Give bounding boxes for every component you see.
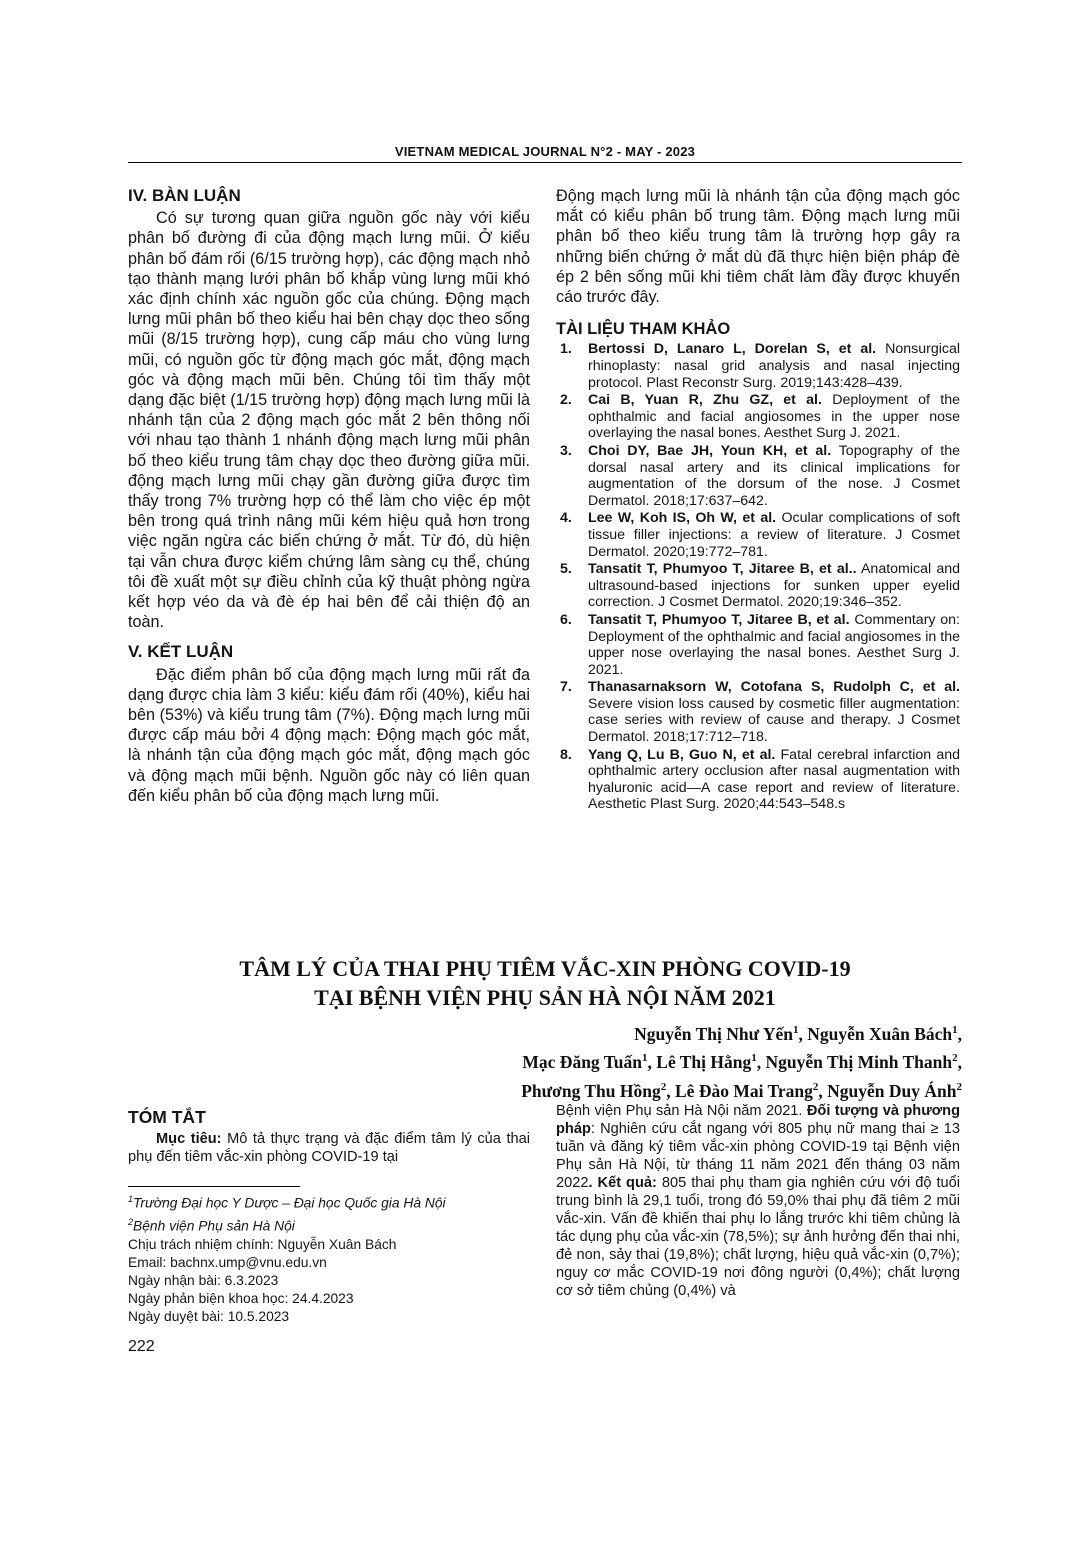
reference-authors: Thanasarnaksorn W, Cotofana S, Rudolph C, et al. bbox=[588, 679, 960, 696]
corresponding-author: Chịu trách nhiệm chính: Nguyễn Xuân Bách bbox=[128, 1236, 397, 1252]
author-affiliation-mark: 1 bbox=[792, 1024, 799, 1036]
abstract-results-text: 805 thai phụ tham gia nghiên cứu với độ tuổi trung bình là 29,1 tuổi, trong đó 59,0% thai phụ đã tiêm 2 mũi vắc-xin. Vấn đề khiến thai phụ lo lắng trước khi tiêm chủng là tác dụng phụ của vắc-xin (78,5%); sự ảnh hưởng đến thai nhi, đẻ non, sảy thai (19,8%); chất lượng, hiệu quả vắc-xin (0,7%); nguy cơ mắc COVID-19 nơi đông người (0,4%); chất lượng cơ sở tiêm chủng (0,4%) và bbox=[556, 1175, 960, 1299]
author-affiliation-mark: 2 bbox=[956, 1080, 962, 1093]
article-title bbox=[128, 954, 962, 1012]
author-separator: , bbox=[957, 1023, 962, 1044]
affiliation-mark: 1 bbox=[128, 1194, 134, 1204]
affiliation-text: Bệnh viện Phụ sản Hà Nội bbox=[133, 1218, 295, 1234]
right-column bbox=[556, 186, 960, 814]
abstract-left bbox=[128, 1108, 530, 1166]
references-heading: TÀI LIỆU THAM KHẢO bbox=[556, 320, 731, 339]
reference-authors: Cai B, Yuan R, Zhu GZ, et al. bbox=[588, 392, 822, 409]
reference-item bbox=[556, 561, 960, 611]
abstract-aim bbox=[128, 1130, 530, 1166]
author-line bbox=[128, 1075, 962, 1103]
reference-number: 4. bbox=[560, 510, 572, 527]
reference-text: Topography of the dorsal nasal artery and its clinical implications for augmentation of the dorsum of the nose. J Cosmet Dermatol. 2018;17:637–642. bbox=[588, 442, 960, 509]
reference-text: Deployment of the ophthalmic and facial angiosomes in the upper nose overlaying the nasal bones. Aesthet Surg J. 2021. bbox=[588, 392, 960, 442]
reference-item bbox=[556, 341, 960, 391]
affiliation-2 bbox=[128, 1213, 530, 1236]
affiliation-mark: 2 bbox=[128, 1216, 134, 1227]
author-affiliation-mark: 2 bbox=[812, 1080, 819, 1093]
reference-number: 2. bbox=[560, 392, 572, 409]
discussion-heading: IV. BÀN LUẬN bbox=[128, 186, 241, 205]
reference-number: 6. bbox=[560, 611, 572, 628]
author-affiliation-mark: 1 bbox=[751, 1052, 757, 1065]
author-name: Mạc Đăng Tuấn bbox=[522, 1052, 643, 1073]
conclusion-continued: Động mạch lưng mũi là nhánh tận của động mạch góc mắt có kiểu phân bố trung tâm. Động mạch lưng mũi phân bố theo kiểu trung tâm là trường hợp gây ra những biến chứng ở mắt dù đã thực hiện biện pháp đè ép 2 bên sống mũi khi tiêm chất làm đầy được khuyến cáo trước đây. bbox=[556, 187, 960, 307]
author-separator: , bbox=[798, 1023, 808, 1044]
reference-text: Ocular complications of soft tissue filler injections: a review of literature. J Cosmet Dermatol. 2020;19:772–781. bbox=[588, 510, 961, 560]
date-accepted: Ngày duyệt bài: 10.5.2023 bbox=[128, 1309, 290, 1325]
conclusion-text: Đặc điểm phân bố của động mạch lưng mũi rất đa dạng được chia làm 3 kiểu: kiểu đám rối (40%), kiểu hai bên (53%) và kiểu trung tâm (7%). Động mạch lưng mũi được cấp máu bởi 4 động mạch: Động mạch góc mắt, là nhánh tận của động mạch góc mắt, động mạch góc và động mạch mũi bệnh. Nguồn gốc này có liên quan đến kiểu phân bố của động mạch lưng mũi. bbox=[128, 665, 530, 805]
author-name: Lê Đào Mai Trang bbox=[675, 1080, 813, 1101]
abstract-methods-text: : Nghiên cứu cắt ngang với 805 phụ nữ mang thai ≥ 13 tuần và đăng ký tiêm vắc-xin phòng COVID-19 tại Bệnh viện Phụ sản Hà Nội, từ tháng 11 năm 2021 đến tháng 03 năm 2022 bbox=[556, 1121, 960, 1191]
footnote-rule bbox=[128, 1186, 300, 1187]
author-affiliation-mark: 2 bbox=[952, 1052, 958, 1065]
discussion-text: Có sự tương quan giữa nguồn gốc này với kiểu phân bố đường đi của động mạch lưng mũi. Ở kiểu phân bố đám rối (6/15 trường hợp), các động mạch nhỏ tạo thành mạng lưới phân bố khắp vùng lưng mũi khó xác định chính xác nguồn gốc của chúng. Động mạch lưng mũi phân bố theo kiểu hai bên chạy dọc theo sống mũi (8/15 trường hợp), cung cấp máu cho vùng lưng mũi, có nguồn gốc từ động mạch góc mắt, động mạch góc và động mạch mũi bên. Chúng tôi tìm thấy một dạng đặc biệt (1/15 trường hợp) động mạch lưng mũi là nhánh tận của 2 động mạch góc mắt 2 bên thông nối với nhau tạo thành 1 nhánh động mạch lưng mũi phân bố theo kiểu trung tâm chạy dọc theo đường giữa mũi. động mạch lưng mũi chạy gần đường giữa được tìm thấy trong 7% trường hợp có thể làm cho việc ép một bên trong quá trình nâng mũi kém hiệu quả hơn trong việc ngăn ngừa các biến chứng ở mắt. Từ đó, dù hiện tại vẫn chưa được kiểm chứng lâm sàng cụ thể, chúng tôi đề xuất một sự điều chỉnh của kỹ thuật phòng ngừa kết hợp véo da và đè ép hai bên để cải thiện độ an toàn. bbox=[128, 209, 530, 632]
reference-text: Severe vision loss caused by cosmetic filler augmentation: case series with review of cause and therapy. J Cosmet Dermatol. 2018;17:712–718. bbox=[588, 695, 960, 746]
article-title-line: TÂM LÝ CỦA THAI PHỤ TIÊM VẮC-XIN PHÒNG COVID-19 bbox=[239, 956, 851, 981]
reference-authors: Bertossi D, Lanaro L, Dorelan S, et al. bbox=[588, 341, 877, 358]
header-rule bbox=[128, 162, 962, 163]
conclusion-heading: V. KẾT LUẬN bbox=[128, 642, 234, 662]
reference-item bbox=[556, 747, 960, 813]
reference-authors: Tansatit T, Phumyoo T, Jitaree B, et al.. bbox=[588, 561, 857, 578]
reference-text: Fatal cerebral infarction and ophthalmic artery occlusion after nasal augmentation with hyaluronic acid—A case report and review of literature. Aesthetic Plast Surg. 2020;44:543–548.s bbox=[588, 746, 960, 813]
reference-number: 1. bbox=[560, 341, 572, 358]
author-separator: , bbox=[666, 1080, 675, 1101]
affiliation-text: Trường Đại học Y Dược – Đại học Quốc gia Hà Nội bbox=[133, 1195, 446, 1211]
author-list bbox=[128, 1018, 962, 1103]
journal-header: VIETNAM MEDICAL JOURNAL N°2 - MAY - 2023 bbox=[394, 144, 696, 159]
reference-number: 7. bbox=[560, 679, 572, 696]
abstract-results-label: . Kết quả: bbox=[588, 1175, 657, 1191]
reference-list bbox=[556, 341, 960, 813]
reference-authors: Yang Q, Lu B, Guo N, et al. bbox=[588, 746, 776, 763]
author-affiliation-mark: 1 bbox=[952, 1024, 958, 1036]
author-name: Nguyễn Thị Như Yến bbox=[634, 1023, 793, 1044]
reference-item bbox=[556, 443, 960, 509]
corresponding-email: Email: bachnx.ump@vnu.edu.vn bbox=[128, 1254, 327, 1270]
abstract-continued bbox=[556, 1102, 960, 1300]
author-name: Phương Thu Hồng bbox=[521, 1080, 661, 1101]
author-separator: , bbox=[818, 1080, 828, 1101]
author-name: Nguyễn Xuân Bách bbox=[807, 1023, 953, 1044]
author-separator: , bbox=[647, 1052, 657, 1073]
article-title-line: TẠI BỆNH VIỆN PHỤ SẢN HÀ NỘI NĂM 2021 bbox=[314, 985, 776, 1010]
reference-authors: Choi DY, Bae JH, Youn KH, et al. bbox=[588, 442, 832, 459]
author-line bbox=[128, 1046, 962, 1074]
author-separator: , bbox=[957, 1052, 962, 1073]
abstract-aim-label: Mục tiêu: bbox=[156, 1131, 222, 1147]
reference-text: Commentary on: Deployment of the ophthalmic and facial angiosomes in the upper nose overlaying the nasal bones. Aesthet Surg J. 2021. bbox=[588, 611, 960, 678]
reference-item bbox=[556, 679, 960, 745]
reference-number: 5. bbox=[560, 561, 572, 578]
author-affiliation-mark: 2 bbox=[660, 1080, 667, 1093]
abstract-right bbox=[556, 1102, 960, 1300]
reference-number: 3. bbox=[560, 442, 572, 459]
reference-item bbox=[556, 392, 960, 442]
reference-text: Nonsurgical rhinoplasty: nasal grid analysis and nasal injecting protocol. Plast Reconstr Surg. 2019;143:428–439. bbox=[588, 341, 960, 391]
page-number: 222 bbox=[128, 1338, 155, 1355]
reference-authors: Tansatit T, Phumyoo T, Jitaree B, et al. bbox=[588, 611, 850, 628]
author-name: Lê Thị Hằng bbox=[656, 1052, 752, 1073]
date-reviewed: Ngày phản biện khoa học: 24.4.2023 bbox=[128, 1291, 354, 1307]
affiliation-1 bbox=[128, 1190, 530, 1213]
reference-authors: Lee W, Koh IS, Oh W, et al. bbox=[588, 510, 777, 527]
affiliations bbox=[128, 1190, 530, 1327]
author-separator: , bbox=[756, 1052, 766, 1073]
date-received: Ngày nhận bài: 6.3.2023 bbox=[128, 1273, 279, 1288]
author-name: Nguyễn Duy Ánh bbox=[827, 1080, 957, 1101]
author-affiliation-mark: 1 bbox=[642, 1052, 648, 1065]
reference-item bbox=[556, 510, 960, 560]
reference-text: Anatomical and ultrasound-based injections for sunken upper eyelid correction. J Cosmet Dermatol. 2020;19:346–352. bbox=[588, 561, 961, 611]
author-line bbox=[128, 1018, 962, 1046]
reference-item bbox=[556, 612, 960, 678]
author-name: Nguyễn Thị Minh Thanh bbox=[765, 1052, 953, 1073]
abstract-heading: TÓM TẮT bbox=[128, 1107, 206, 1127]
abstract-aim-text: Mô tả thực trạng và đặc điểm tâm lý của thai phụ đến tiêm vắc-xin phòng COVID-19 tại bbox=[128, 1131, 530, 1165]
abstract-methods-label: Đối tượng và phương pháp bbox=[556, 1103, 960, 1137]
abstract-cont-text: Bệnh viện Phụ sản Hà Nội năm 2021. bbox=[556, 1103, 803, 1119]
reference-number: 8. bbox=[560, 746, 572, 763]
left-column bbox=[128, 186, 530, 806]
